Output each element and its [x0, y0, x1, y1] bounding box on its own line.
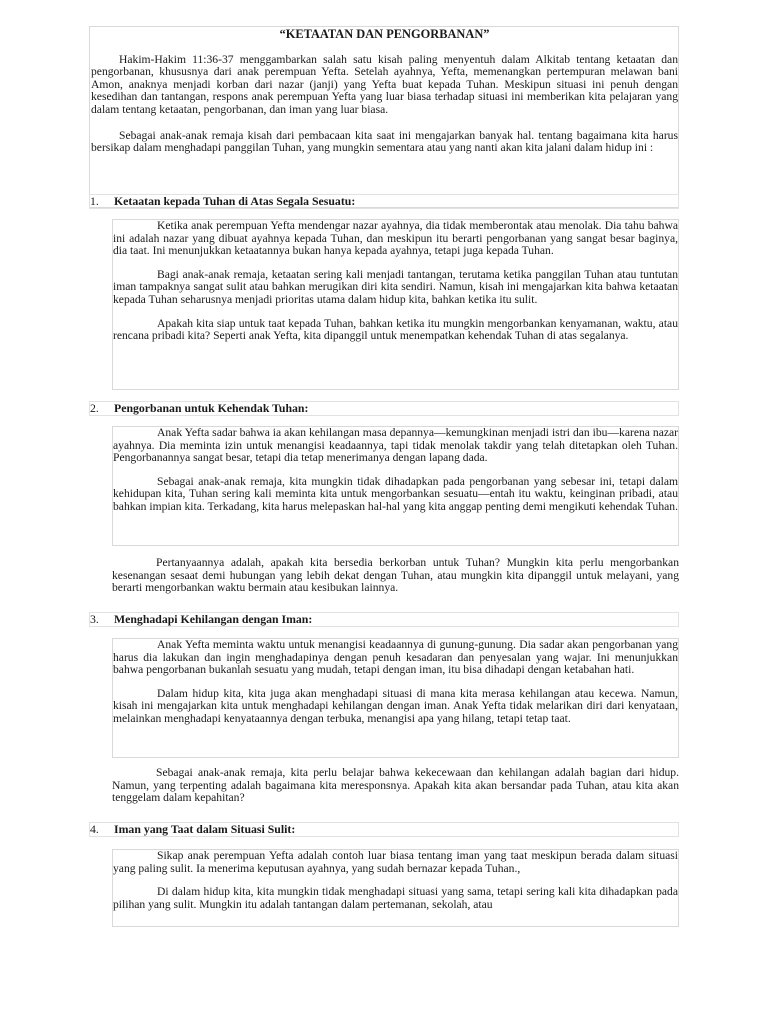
- section-3-title: Menghadapi Kehilangan dengan Iman:: [114, 612, 313, 626]
- section-2-heading: [89, 401, 679, 416]
- section-4-body: [112, 849, 679, 927]
- document-title: “KETAATAN DAN PENGORBANAN”: [279, 27, 490, 41]
- section-4-heading: [89, 822, 679, 837]
- section-1-paragraph-3: Apakah kita siap untuk taat kepada Tuhan, bahkan ketika itu mungkin mengorbankan kenyamanan, waktu, atau rencana pribadi kita? Seperti anak Yefta, kita dipanggil untuk menempatkan kehendak Tuhan di atas segalanya.: [113, 316, 678, 343]
- section-2-number: 2.: [90, 401, 99, 415]
- section-4-title: Iman yang Taat dalam Situasi Sulit:: [114, 822, 296, 836]
- section-2-title: Pengorbanan untuk Kehendak Tuhan:: [114, 401, 309, 415]
- section-3-paragraph-2: Dalam hidup kita, kita juga akan menghadapi situasi di mana kita merasa kehilangan atau kecewa. Namun, kisah ini mengajarkan kita untuk menghadapi kehilangan dengan iman. Anak Yefta tidak melarikan diri dari kenyataan, melainkan menghadapi kenyataannya dengan terbuka, menangisi apa yang hilang, tetapi tetap taat.: [113, 686, 678, 725]
- section-4-paragraph-2: Di dalam hidup kita, kita mungkin tidak menghadapi situasi yang sama, tetapi sering kali kita dihadapkan pada pilihan yang sulit. Mungkin itu adalah tantangan dalam pertemanan, sekolah, atau: [113, 885, 678, 911]
- section-3-paragraph-3: Sebagai anak-anak remaja, kita perlu belajar bahwa kekecewaan dan kehilangan adalah bagian dari hidup. Namun, yang terpenting adalah bagaimana kita meresponsnya. Apakah kita akan bersandar pada Tuhan, atau kita akan tenggelam dalam kepahitan?: [112, 766, 679, 805]
- intro-paragraph-1: Hakim-Hakim 11:36-37 menggambarkan salah satu kisah paling menyentuh dalam Alkitab tentang ketaatan dan pengorbanan, khususnya dari anak perempuan Yefta. Setelah ayahnya, Yefta, memenangkan pertempuran melawan bani Amon, anaknya menjadi korban dari nazar (janji) yang Yefta buat kepada Tuhan. Meskipun situasi ini penuh dengan kesedihan dan tantangan, respons anak perempuan Yefta yang luar biasa terhadap situasi ini memberikan kita pelajaran yang dalam tentang ketaatan, pengorbanan, dan iman yang luar biasa.: [91, 52, 678, 116]
- section-1-body: [112, 219, 679, 390]
- intro-paragraph-2: Sebagai anak-anak remaja kisah dari pembacaan kita saat ini mengajarkan banyak hal. tentang bagaimana kita harus bersikap dalam menghadapi panggilan Tuhan, yang mungkin sementara atau yang nanti akan kita jalani dalam hidup ini :: [91, 128, 678, 155]
- section-2-paragraph-2: Sebagai anak-anak remaja, kita mungkin tidak dihadapkan pada pengorbanan yang sebesar ini, tetapi dalam kehidupan kita, Tuhan sering kali meminta kita untuk mengorbankan sesuatu—entah itu waktu, keinginan pribadi, atau bahkan impian kita. Terkadang, kita harus melepaskan hal-hal yang kita anggap penting demi mengikuti kehendak Tuhan.: [113, 474, 678, 513]
- section-1-number: 1.: [90, 194, 99, 208]
- section-3-number: 3.: [90, 612, 99, 626]
- section-3-paragraph-1: Anak Yefta meminta waktu untuk menangisi keadaannya di gunung-gunung. Dia sadar akan pengorbanan yang harus dia lakukan dan ingin menghadapinya dengan penuh kesadaran dan penyesalan yang wajar. Ini menunjukkan bahwa pengorbanan bukanlah sesuatu yang mudah, tetapi dengan iman, itu bisa dihadapi dengan ketabahan hati.: [113, 638, 678, 677]
- section-4-number: 4.: [90, 822, 99, 836]
- section-2-paragraph-1: Anak Yefta sadar bahwa ia akan kehilangan masa depannya—kemungkinan menjadi istri dan ibu—karena nazar ayahnya. Dia meminta izin untuk menangisi keadaannya, tapi tidak menolak takdir yang telah ditetapkan oleh Tuhan. Pengorbanannya sangat besar, tetapi dia tetap menerimanya dengan lapang dada.: [113, 426, 678, 465]
- section-3-heading: [89, 612, 679, 627]
- section-1-paragraph-2: Bagi anak-anak remaja, ketaatan sering kali menjadi tantangan, terutama ketika panggilan Tuhan atau tuntutan iman tampaknya sangat sulit atau bahkan merugikan diri kita sendiri. Namun, kisah ini mengajarkan kita bahwa ketaatan kepada Tuhan seharusnya menjadi prioritas utama dalam hidup kita, bahkan ketika itu sulit.: [113, 267, 678, 306]
- section-1-title: Ketaatan kepada Tuhan di Atas Segala Sesuatu:: [114, 194, 356, 208]
- section-1-heading: [89, 194, 679, 209]
- section-4-paragraph-1: Sikap anak perempuan Yefta adalah contoh luar biasa tentang iman yang taat meskipun berada dalam situasi yang paling sulit. Ia menerima keputusan ayahnya, yang sudah bernazar kepada Tuhan.,: [113, 849, 678, 875]
- section-2-body: [112, 426, 679, 546]
- section-2-paragraph-3: Pertanyaannya adalah, apakah kita bersedia berkorban untuk Tuhan? Mungkin kita perlu mengorbankan kesenangan sesaat demi hubungan yang lebih dekat dengan Tuhan, atau mungkin kita dipanggil untuk melayani, yang berarti mengorbankan waktu bermain atau kesibukan lainnya.: [112, 556, 679, 595]
- section-3-body: [112, 638, 679, 758]
- section-1-paragraph-1: Ketika anak perempuan Yefta mendengar nazar ayahnya, dia tidak memberontak atau menolak. Dia tahu bahwa ini adalah nazar yang dibuat ayahnya kepada Tuhan, dan meskipun itu berarti pengorbanan yang sangat besar baginya, dia taat. Ini menunjukkan ketaatannya bukan hanya kepada ayahnya, tetapi juga kepada Tuhan.: [113, 219, 678, 258]
- section-2-paragraph-3-box: [112, 557, 679, 595]
- intro-box: [89, 26, 679, 208]
- section-3-paragraph-3-box: [112, 767, 679, 805]
